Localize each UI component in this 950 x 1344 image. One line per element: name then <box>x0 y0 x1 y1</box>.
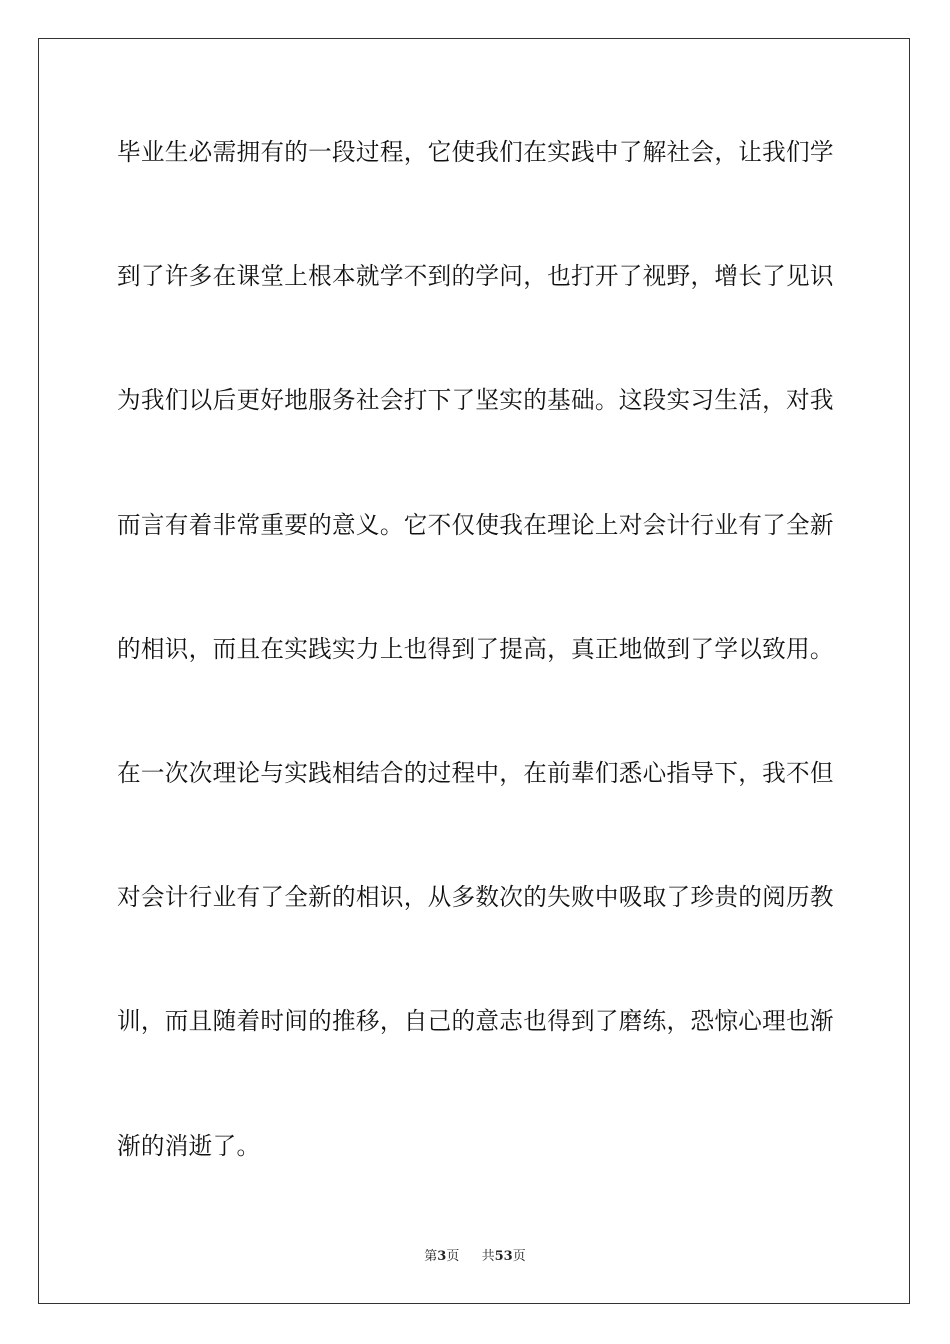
page-prefix: 第 <box>424 1249 438 1264</box>
body-line-9: 渐的消逝了。 <box>117 1131 261 1160</box>
body-line-7: 对会计行业有了全新的相识，从多数次的失败中吸取了珍贵的阅历教 <box>117 883 834 912</box>
body-line-2: 到了许多在课堂上根本就学不到的学问，也打开了视野，增长了见识 <box>117 262 834 291</box>
page-suffix: 页 <box>446 1249 460 1264</box>
total-suffix: 页 <box>512 1249 526 1264</box>
page-number: 3 <box>437 1249 447 1264</box>
page-number-label <box>424 1249 463 1264</box>
body-line-1: 毕业生必需拥有的一段过程，它使我们在实践中了解社会，让我们学 <box>117 138 834 166</box>
body-line-6: 在一次次理论与实践相结合的过程中，在前辈们悉心指导下，我不但 <box>117 758 834 787</box>
body-line-5: 的相识，而且在实践实力上也得到了提高，真正地做到了学以致用。 <box>117 634 834 663</box>
body-line-8: 训，而且随着时间的推移，自己的意志也得到了磨练，恐惊心理也渐 <box>117 1007 834 1036</box>
document-body <box>117 126 837 1244</box>
page-footer <box>0 1247 950 1267</box>
total-pages-label <box>482 1249 526 1264</box>
body-line-3: 为我们以后更好地服务社会打下了坚实的基础。这段实习生活，对我 <box>117 386 834 415</box>
body-line-4: 而言有着非常重要的意义。它不仅使我在理论上对会计行业有了全新 <box>117 510 834 539</box>
total-prefix: 共 <box>481 1249 495 1264</box>
total-pages: 53 <box>494 1249 513 1264</box>
